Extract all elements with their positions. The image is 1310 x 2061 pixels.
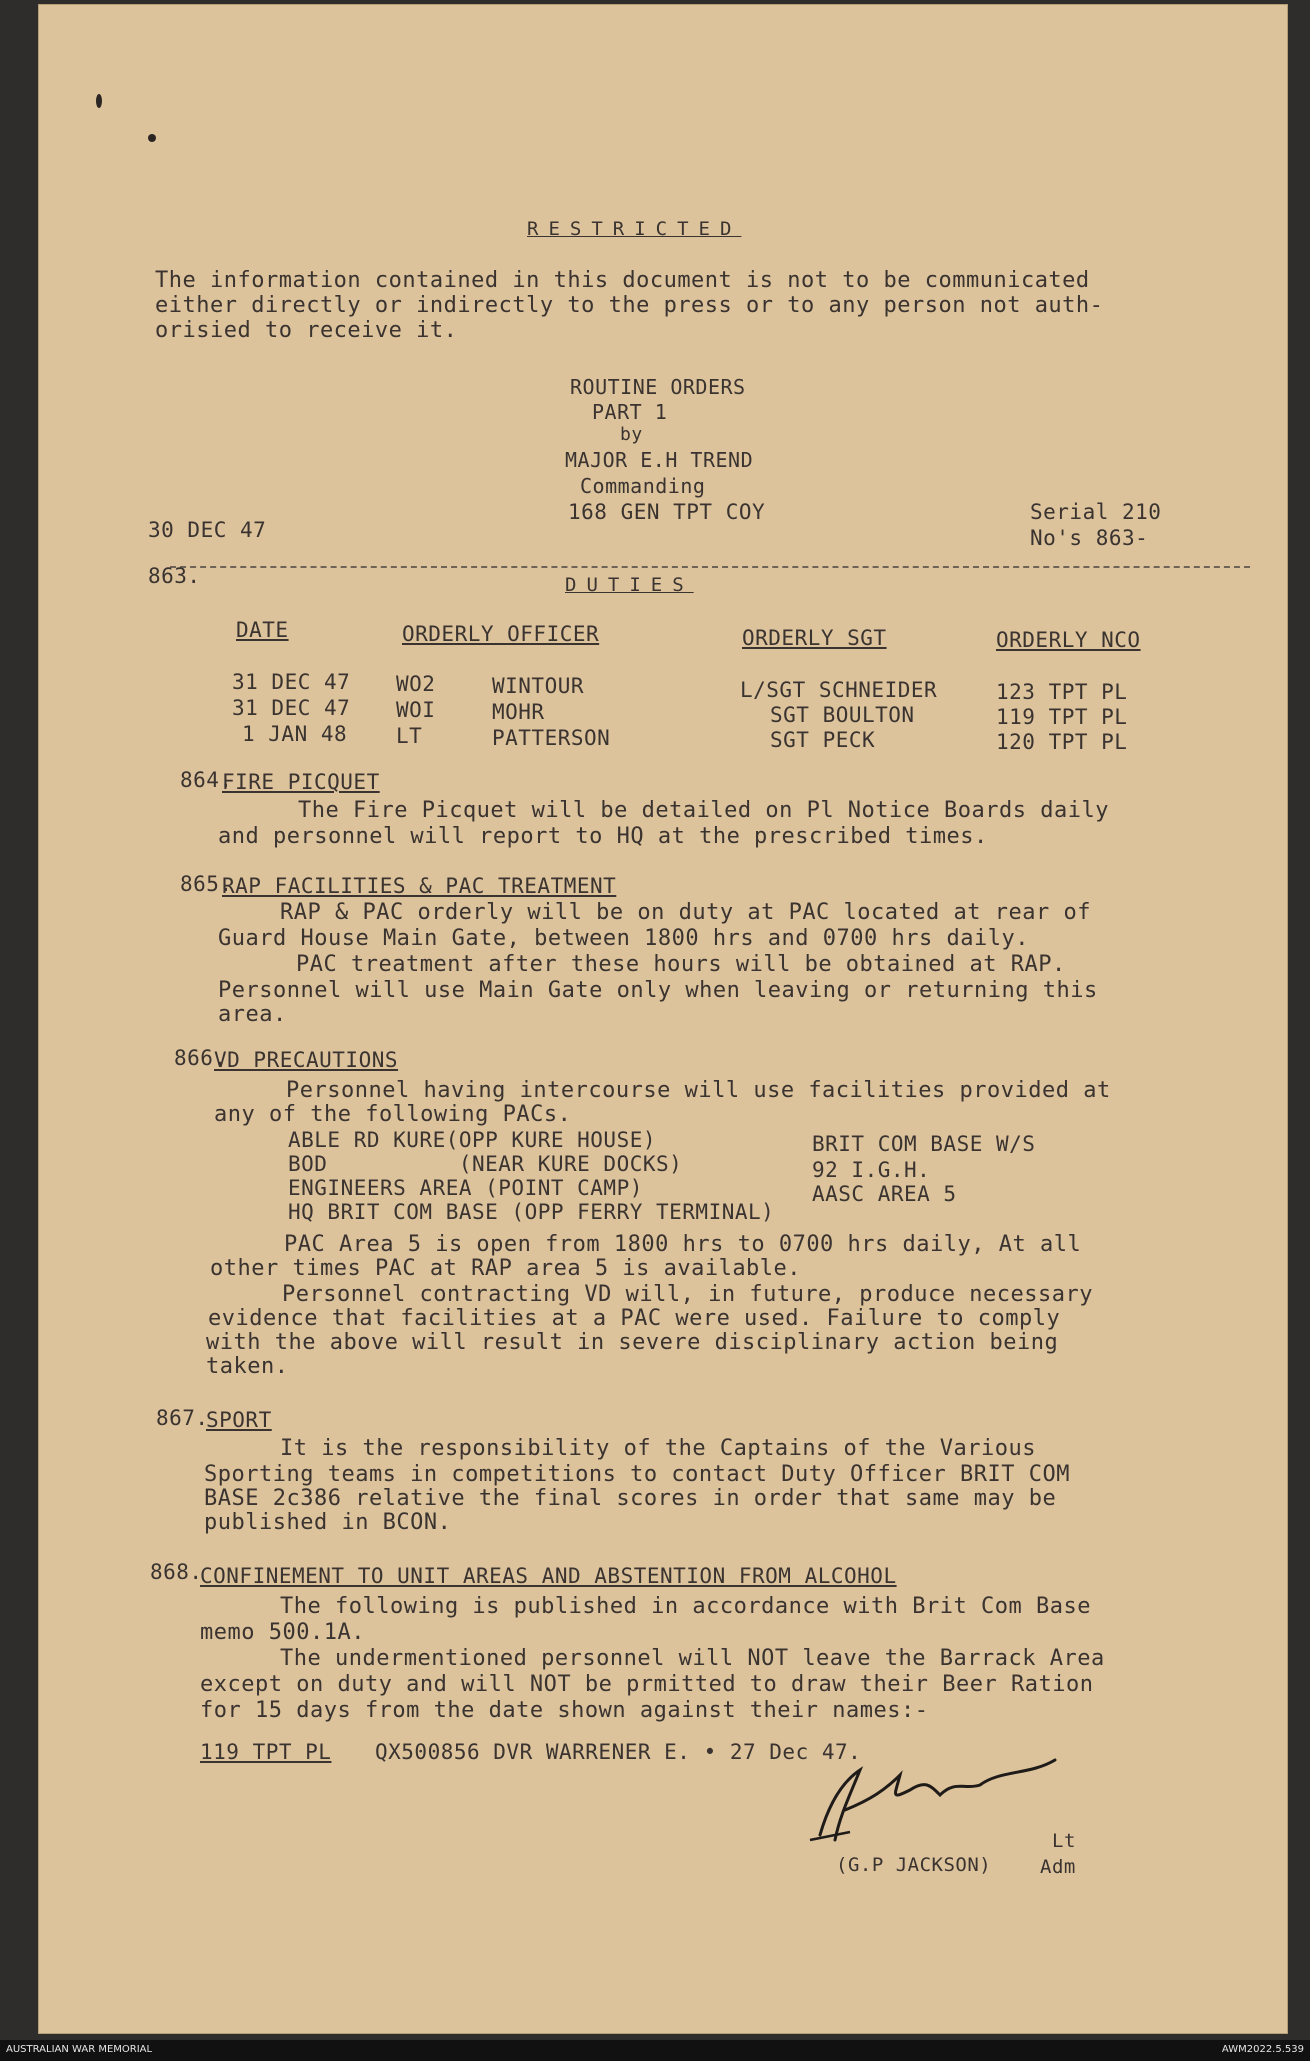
archive-name: AUSTRALIAN WAR MEMORIAL [6, 2044, 153, 2055]
body-line: Guard House Main Gate, between 1800 hrs and 0700 hrs daily. [218, 926, 1029, 951]
duty-nco: 120 TPT PL [996, 730, 1128, 754]
body-line: Personnel will use Main Gate only when leaving or returning this [218, 978, 1098, 1003]
body-line: other times PAC at RAP area 5 is available. [210, 1256, 802, 1281]
title-line: Commanding [580, 474, 706, 498]
notice-line: orisied to receive it. [155, 318, 458, 343]
pac-location: BOD (NEAR KURE DOCKS) [288, 1152, 683, 1176]
body-line: except on duty and will NOT be prmitted to draw their Beer Ration [200, 1672, 1094, 1697]
body-line: any of the following PACs. [214, 1102, 572, 1127]
order-date: 30 DEC 47 [148, 518, 267, 542]
section-title: DUTIES [565, 574, 694, 596]
body-line: Personnel having intercourse will use facilities provided at [286, 1078, 1111, 1103]
duty-sgt: SGT PECK [770, 728, 876, 752]
body-line: BASE 2c386 relative the final scores in order that same may be [204, 1486, 1057, 1511]
body-line: The Fire Picquet will be detailed on Pl Notice Boards daily [298, 798, 1109, 823]
duty-sgt: L/SGT SCHNEIDER [740, 678, 938, 702]
section-title: RAP FACILITIES & PAC TREATMENT [222, 874, 617, 898]
pac-location: 92 I.G.H. [812, 1158, 931, 1182]
column-header: ORDERLY OFFICER [402, 622, 600, 646]
archive-footer [0, 2040, 1310, 2061]
duty-rank: LT [396, 724, 423, 748]
body-line: and personnel will report to HQ at the prescribed times. [218, 824, 988, 849]
order-number: 868. [150, 1560, 203, 1584]
body-line: taken. [206, 1354, 289, 1379]
duty-rank: WO2 [396, 672, 436, 696]
serial-number: Serial 210 [1030, 500, 1162, 524]
title-line: MAJOR E.H TREND [565, 448, 754, 472]
body-line: RAP & PAC orderly will be on duty at PAC located at rear of [280, 900, 1091, 925]
body-line: The undermentioned personnel will NOT leave the Barrack Area [280, 1646, 1105, 1671]
order-number: 866. [174, 1046, 227, 1070]
body-line: area. [218, 1002, 287, 1027]
order-number: 863. [148, 564, 201, 588]
body-line: It is the responsibility of the Captains of the Various [280, 1436, 1036, 1461]
section-title: VD PRECAUTIONS [214, 1048, 399, 1072]
title-line: 168 GEN TPT COY [568, 500, 766, 524]
signature-rank: Lt [1052, 1830, 1076, 1852]
duty-date: 31 DEC 47 [232, 696, 351, 720]
title-line: ROUTINE ORDERS [570, 375, 746, 399]
order-number: 867. [156, 1406, 209, 1430]
duty-date: 31 DEC 47 [232, 670, 351, 694]
body-line: published in BCON. [204, 1510, 452, 1535]
body-line: for 15 days from the date shown against their names:- [200, 1698, 929, 1723]
notice-line: The information contained in this document is not to be communicated [155, 268, 1090, 293]
classification-heading: RESTRICTED [527, 218, 742, 240]
archive-reference: AWM2022.5.539 [1221, 2044, 1304, 2055]
order-number: 865. [180, 872, 233, 896]
section-title: SPORT [206, 1408, 272, 1432]
section-title: FIRE PICQUET [222, 770, 380, 794]
ink-mark [148, 134, 156, 142]
pac-location: HQ BRIT COM BASE (OPP FERRY TERMINAL) [288, 1200, 775, 1224]
duty-nco: 123 TPT PL [996, 680, 1128, 704]
duty-officer: MOHR [492, 700, 545, 724]
signature-name: (G.P JACKSON) [836, 1854, 992, 1876]
title-line: by [620, 424, 643, 445]
duty-sgt: SGT BOULTON [770, 703, 915, 727]
ink-mark [96, 94, 102, 108]
column-header: DATE [236, 618, 289, 642]
notice-line: either directly or indirectly to the press or to any person not auth- [155, 293, 1104, 318]
body-line: with the above will result in severe disciplinary action being [206, 1330, 1059, 1355]
body-line: Personnel contracting VD will, in future, produce necessary [282, 1282, 1093, 1307]
body-line: PAC treatment after these hours will be obtained at RAP. [296, 952, 1066, 977]
signature-role: Adm [1040, 1856, 1076, 1878]
personnel-entry: QX500856 DVR WARRENER E. • 27 Dec 47. [375, 1740, 862, 1764]
body-line: memo 500.1A. [200, 1620, 365, 1645]
serial-nos: No's 863- [1030, 526, 1149, 550]
body-line: evidence that facilities at a PAC were used. Failure to comply [208, 1306, 1061, 1331]
pac-location: BRIT COM BASE W/S [812, 1132, 1036, 1156]
separator-line [170, 566, 1250, 568]
duty-date: 1 JAN 48 [242, 722, 348, 746]
duty-nco: 119 TPT PL [996, 705, 1128, 729]
unit-name: 119 TPT PL [200, 1740, 332, 1764]
duty-officer: WINTOUR [492, 674, 585, 698]
duty-officer: PATTERSON [492, 726, 611, 750]
column-header: ORDERLY NCO [996, 628, 1141, 652]
duty-rank: WOI [396, 698, 436, 722]
pac-location: ENGINEERS AREA (POINT CAMP) [288, 1176, 643, 1200]
body-line: Sporting teams in competitions to contact Duty Officer BRIT COM [204, 1462, 1070, 1487]
body-line: PAC Area 5 is open from 1800 hrs to 0700 hrs daily, At all [284, 1232, 1082, 1257]
pac-location: ABLE RD KURE(OPP KURE HOUSE) [288, 1128, 657, 1152]
pac-location: AASC AREA 5 [812, 1182, 957, 1206]
title-line: PART 1 [592, 400, 668, 424]
body-line: The following is published in accordance with Brit Com Base [280, 1594, 1091, 1619]
section-title: CONFINEMENT TO UNIT AREAS AND ABSTENTION FROM ALCOHOL [200, 1564, 897, 1588]
order-number: 864. [180, 768, 233, 792]
column-header: ORDERLY SGT [742, 626, 887, 650]
